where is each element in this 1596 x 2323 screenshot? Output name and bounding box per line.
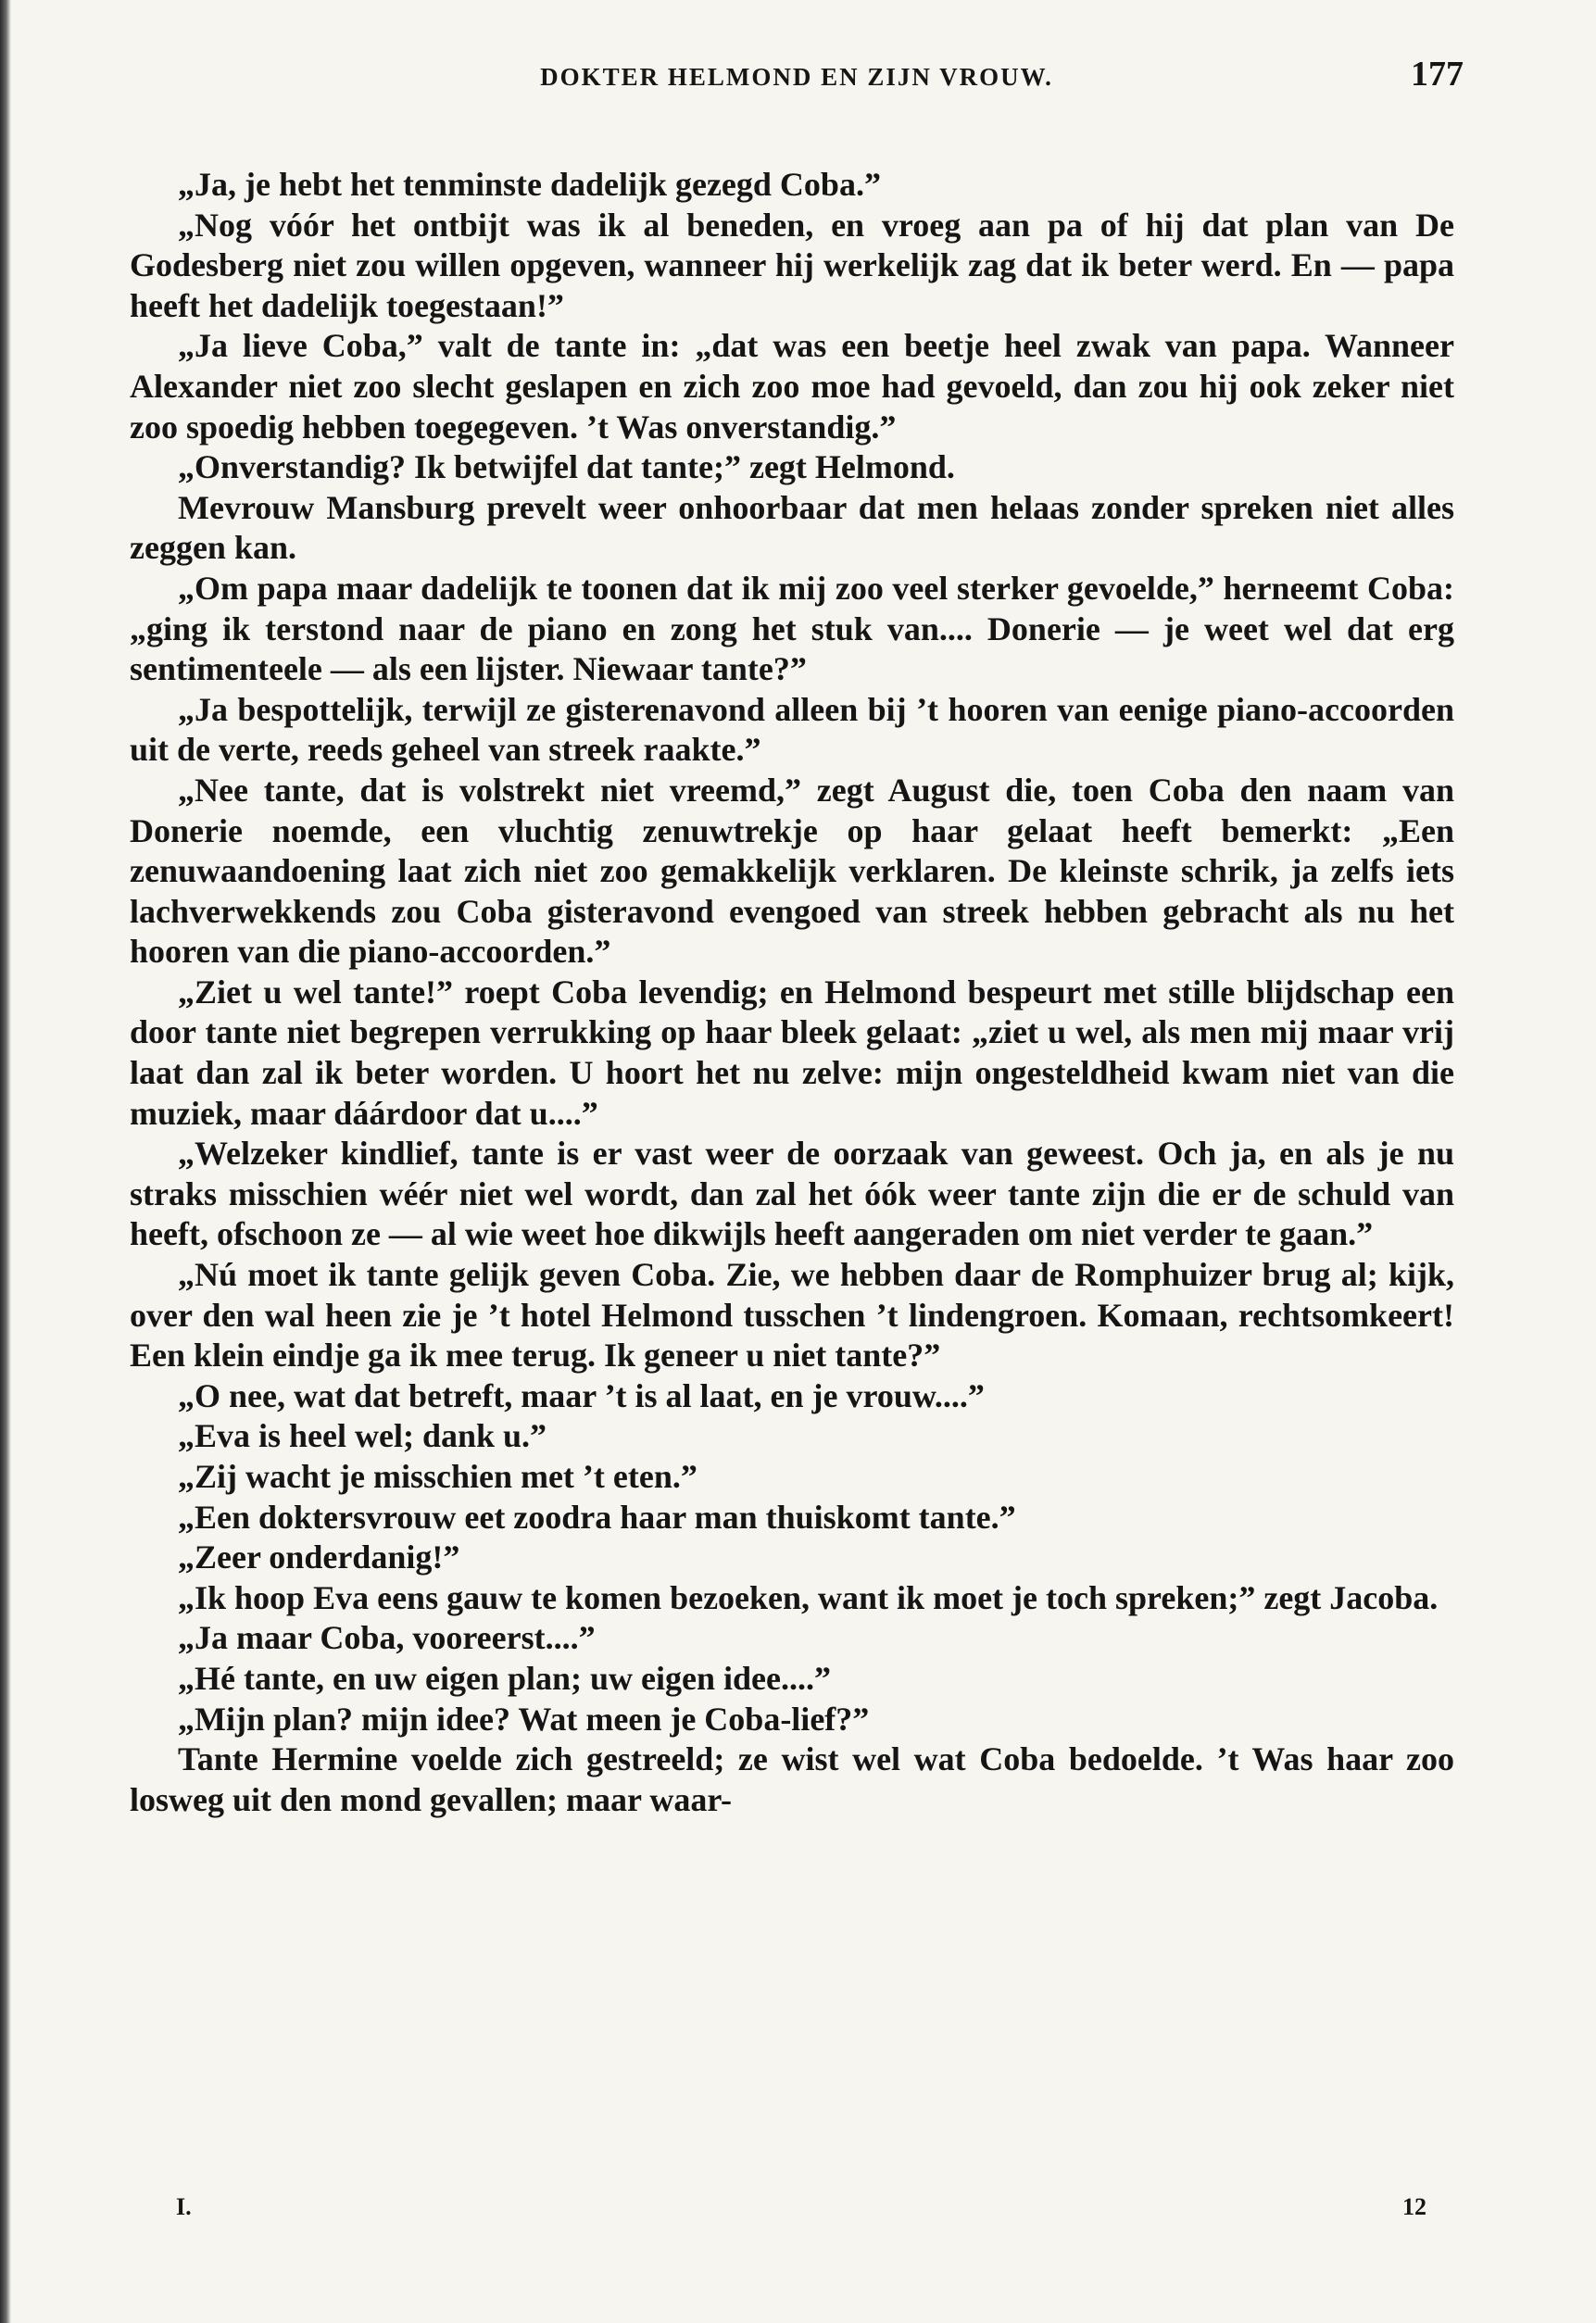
paragraph: „Hé tante, en uw eigen plan; uw eigen idee....” [178, 1659, 831, 1697]
paragraph: „Welzeker kindlief, tante is er vast weer de oorzaak van geweest. Och ja, en als je nu straks misschien wéér niet wel wordt, dan zal het óók weer tante zijn die er de schuld van heeft, ofschoon ze — al wie weet hoe dikwijls heeft aangeraden om niet verder te gaan.” [130, 1135, 1454, 1253]
paragraph: „Ik hoop Eva eens gauw te komen bezoeken, want ik moet je toch spreken;” zegt Jacoba. [178, 1578, 1439, 1616]
paragraph: „Ja maar Coba, vooreerst....” [178, 1619, 596, 1657]
paragraph: „Nee tante, dat is volstrekt niet vreemd,” zegt August die, toen Coba den naam van Donerie noemde, een vluchtig zenuwtrekje op haar gelaat heeft bemerkt: „Een zenuwaandoening laat zich niet zoo gemakkelijk verklaren. De kleinste schrik, ja zelfs iets lachverwekkends zou Coba gisteravond evengoed van streek hebben gebracht als nu het hooren van die piano-accoorden.” [130, 771, 1454, 971]
page-number: 177 [1411, 55, 1464, 94]
paragraph: „O nee, wat dat betreft, maar ’t is al laat, en je vrouw....” [178, 1376, 985, 1414]
paragraph: „Nú moet ik tante gelijk geven Coba. Zie, we hebben daar de Romphuizer brug al; kijk, over den wal heen zie je ’t hotel Helmond tusschen ’t lindengroen. Komaan, rechtsomkeert! Een klein eindje ga ik mee terug. Ik geneer u niet tante?” [130, 1256, 1454, 1375]
page-header [130, 54, 1464, 109]
paragraph: „Nog vóór het ontbijt was ik al beneden, en vroeg aan pa of hij dat plan van De Godesberg niet zou willen opgeven, wanneer hij werkelijk zag dat ik beter werd. En — papa heeft het dadelijk toegestaan!” [130, 206, 1454, 324]
paragraph: „Zeer onderdanig!” [178, 1538, 460, 1576]
body-text [130, 165, 1454, 1820]
signature-mark-right: 12 [1402, 2193, 1426, 2220]
paragraph: Mevrouw Mansburg prevelt weer onhoorbaar dat men helaas zonder spreken niet alles zeggen kan. [130, 488, 1454, 567]
paragraph: „Zij wacht je misschien met ’t eten.” [178, 1458, 697, 1495]
paragraph: Tante Hermine voelde zich gestreeld; ze wist wel wat Coba bedoelde. ’t Was haar zoo losweg uit den mond gevallen; maar waar- [130, 1740, 1454, 1818]
paragraph: „Een doktersvrouw eet zoodra haar man thuiskomt tante.” [178, 1498, 1016, 1536]
paragraph: „Onverstandig? Ik betwijfel dat tante;” zegt Helmond. [178, 448, 955, 486]
paragraph: „Ja bespottelijk, terwijl ze gisterenavond alleen bij ’t hooren van eenige piano-accoorden uit de verte, reeds geheel van streek raakte.” [130, 690, 1454, 769]
running-head: DOKTER HELMOND EN ZIJN VROUW. [540, 63, 1053, 91]
page-footer [176, 2193, 1426, 2230]
paragraph: „Ziet u wel tante!” roept Coba levendig; en Helmond bespeurt met stille blijdschap een door tante niet begrepen verrukking op haar bleek gelaat: „ziet u wel, als men mij maar vrij laat dan zal ik beter worden. U hoort het nu zelve: mijn ongesteldheid kwam niet van die muziek, maar dáárdoor dat u....” [130, 973, 1454, 1132]
paragraph: „Om papa maar dadelijk te toonen dat ik mij zoo veel sterker gevoelde,” herneemt Coba: „ging ik terstond naar de piano en zong het stuk van.... Donerie — je weet wel dat erg sentimenteele — als een lijster. Niewaar tante?” [130, 569, 1454, 688]
signature-mark-left: I. [176, 2193, 192, 2220]
paragraph: „Mijn plan? mijn idee? Wat meen je Coba-lief?” [178, 1700, 870, 1738]
paragraph: „Ja lieve Coba,” valt de tante in: „dat was een beetje heel zwak van papa. Wanneer Alexander niet zoo slecht geslapen en zich zoo moe had gevoeld, dan zou hij ook zeker niet zoo spoedig hebben toegegeven. ’t Was onverstandig.” [130, 327, 1454, 446]
paragraph: „Eva is heel wel; dank u.” [178, 1417, 547, 1455]
paragraph: „Ja, je hebt het tenminste dadelijk gezegd Coba.” [178, 166, 881, 203]
binding-edge [0, 0, 11, 2323]
